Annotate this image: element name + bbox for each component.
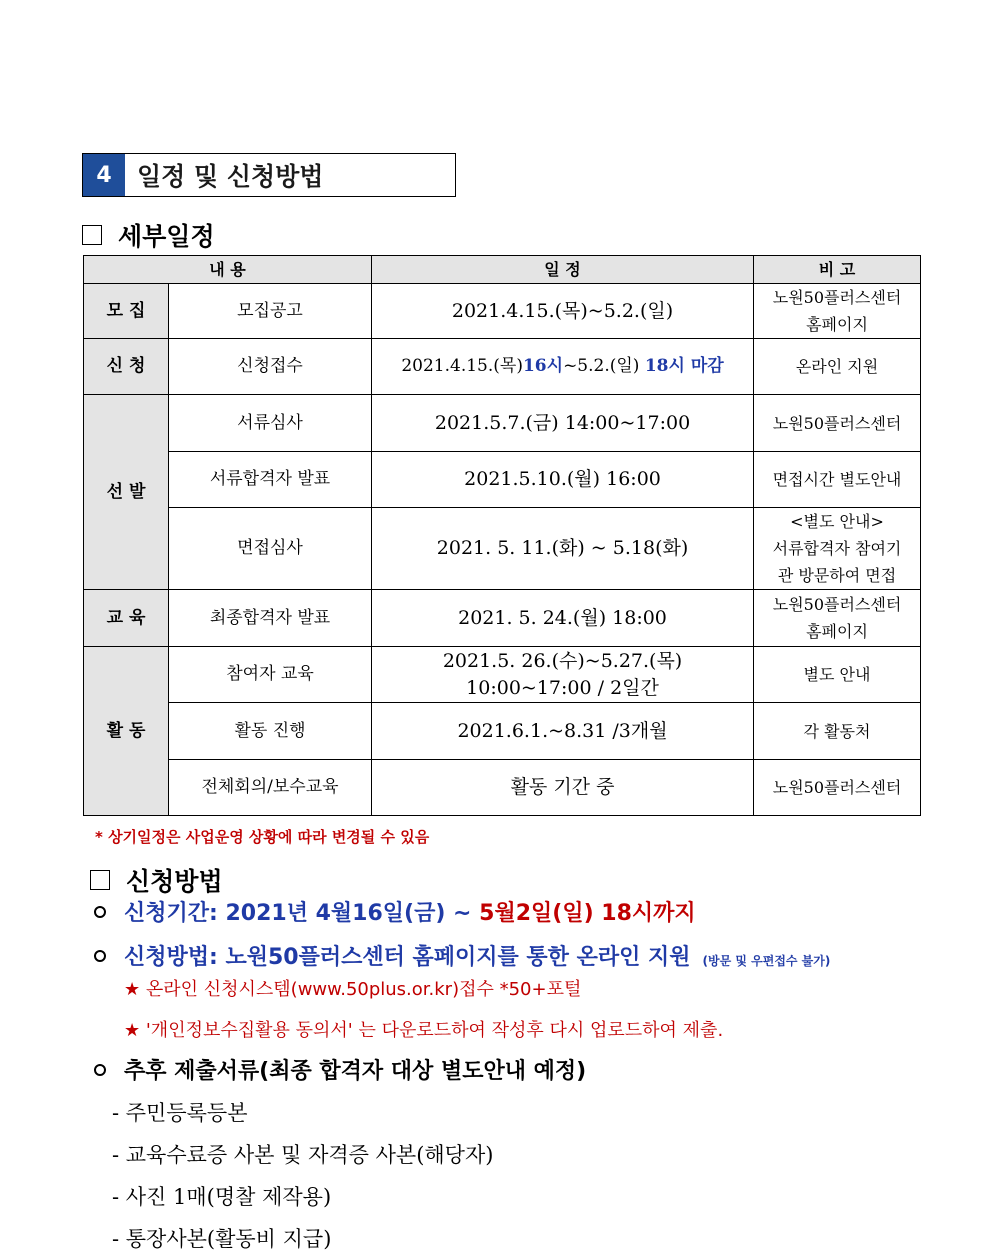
later-docs-text: 추후 제출서류(최종 합격자 대상 별도안내 예정) (124, 1059, 587, 1084)
header-schedule: 일 정 (372, 256, 754, 284)
item-cell: 서류심사 (169, 395, 372, 452)
note-cell: 각 활동처 (754, 703, 921, 760)
note-cell: 노원50플러스센터 (754, 395, 921, 452)
category-cell: 교 육 (84, 590, 169, 647)
item-cell: 전체회의/보수교육 (169, 760, 372, 816)
header-content: 내 용 (84, 256, 372, 284)
category-cell: 신 청 (84, 339, 169, 395)
note-cell (754, 284, 921, 339)
schedule-heading (82, 217, 215, 253)
date-cell (372, 339, 754, 395)
date-cell: 활동 기간 중 (372, 760, 754, 816)
checkbox-icon (90, 870, 110, 890)
date-cell: 2021.5.7.(금) 14:00~17:00 (372, 395, 754, 452)
table-row (84, 284, 921, 339)
item-cell: 면접심사 (169, 508, 372, 590)
note-line: 홈페이지 (806, 315, 868, 334)
list-item: - 교육수료증 사본 및 자격증 사본(해당자) (112, 1143, 494, 1167)
apply-heading-text: 신청방법 (126, 867, 223, 896)
list-item: - 통장사본(활동비 지급) (112, 1227, 332, 1251)
circle-bullet-icon (94, 1064, 106, 1076)
table-header-row (84, 256, 921, 284)
table-note: * 상기일정은 사업운영 상황에 따라 변경될 수 있음 (95, 828, 430, 846)
item-cell: 서류합격자 발표 (169, 452, 372, 508)
apply-method (94, 940, 830, 971)
list-item: - 사진 1매(명찰 제작용) (112, 1185, 332, 1209)
item-cell: 최종합격자 발표 (169, 590, 372, 647)
date-cell: 2021.5.10.(월) 16:00 (372, 452, 754, 508)
category-cell: 선 발 (84, 395, 169, 590)
date-text: ~5.2.(일) (563, 356, 645, 376)
apply-period (94, 896, 696, 927)
checkbox-icon (82, 225, 102, 245)
item-cell: 참여자 교육 (169, 647, 372, 703)
table-row (84, 395, 921, 452)
date-highlight: 16시 (522, 356, 564, 376)
apply-method-text: 신청방법: 노원50플러스센터 홈페이지를 통한 온라인 지원 (124, 945, 691, 970)
item-cell: 모집공고 (169, 284, 372, 339)
apply-period-label: 신청기간: 2021년 4월16일(금) ~ (124, 901, 480, 926)
date-line: 10:00~17:00 / 2일간 (466, 676, 659, 699)
note-line: <별도 안내> (790, 512, 884, 531)
note-cell (754, 508, 921, 590)
table-row (84, 508, 921, 590)
table-row (84, 703, 921, 760)
star-note: ★ '개인정보수집활용 동의서' 는 다운로드하여 작성후 다시 업로드하여 제출. (124, 1020, 724, 1041)
date-text: 2021.4.15.(목) (401, 356, 523, 376)
apply-heading (90, 862, 223, 898)
table-row (84, 590, 921, 647)
section-header (82, 153, 456, 197)
date-cell: 2021. 5. 11.(화) ~ 5.18(화) (372, 508, 754, 590)
item-cell: 신청접수 (169, 339, 372, 395)
section-title: 일정 및 신청방법 (137, 162, 324, 191)
section-number: 4 (83, 154, 125, 196)
apply-period-deadline: 5월2일(일) 18시까지 (479, 901, 696, 926)
schedule-table (83, 255, 921, 816)
item-cell: 활동 진행 (169, 703, 372, 760)
date-highlight: 18시 마감 (644, 356, 724, 376)
apply-period-text (124, 896, 696, 927)
note-cell (754, 590, 921, 647)
header-remarks: 비 고 (754, 256, 921, 284)
note-cell: 별도 안내 (754, 647, 921, 703)
note-line: 서류합격자 참여기 (772, 539, 902, 558)
later-docs (94, 1054, 586, 1085)
category-cell: 모 집 (84, 284, 169, 339)
date-cell: 2021. 5. 24.(월) 18:00 (372, 590, 754, 647)
date-line: 2021.5. 26.(수)~5.27.(목) (442, 649, 683, 672)
table-row (84, 760, 921, 816)
category-cell: 활 동 (84, 647, 169, 816)
circle-bullet-icon (94, 950, 106, 962)
note-line: 노원50플러스센터 (772, 288, 902, 307)
list-item: - 주민등록등본 (112, 1101, 248, 1125)
note-cell: 면접시간 별도안내 (754, 452, 921, 508)
note-cell: 온라인 지원 (754, 339, 921, 395)
table-row (84, 452, 921, 508)
table-row (84, 339, 921, 395)
date-cell (372, 647, 754, 703)
star-note: ★ 온라인 신청시스템(www.50plus.or.kr)접수 *50+포털 (124, 979, 582, 1000)
date-cell: 2021.6.1.~8.31 /3개월 (372, 703, 754, 760)
apply-method-note: (방문 및 우편접수 불가) (702, 954, 831, 968)
note-line: 노원50플러스센터 (772, 595, 902, 614)
note-cell: 노원50플러스센터 (754, 760, 921, 816)
note-line: 관 방문하여 면접 (777, 566, 897, 585)
schedule-heading-text: 세부일정 (118, 222, 215, 251)
table-row (84, 647, 921, 703)
circle-bullet-icon (94, 906, 106, 918)
note-line: 홈페이지 (806, 622, 868, 641)
date-cell: 2021.4.15.(목)~5.2.(일) (372, 284, 754, 339)
